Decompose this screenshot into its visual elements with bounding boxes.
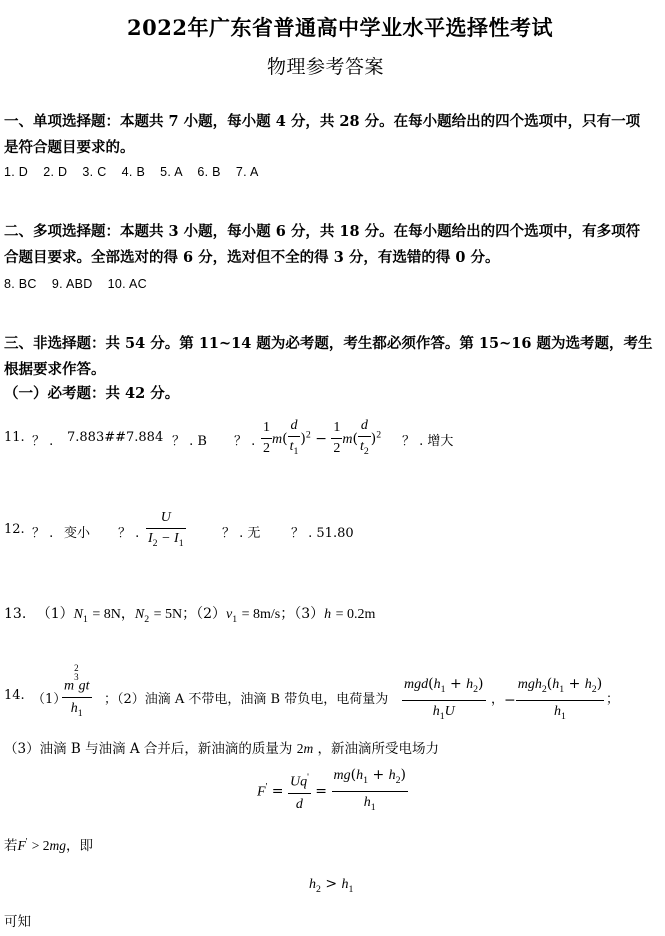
q13-part2: ；（2） bbox=[182, 606, 226, 622]
q14-part3-row bbox=[4, 737, 439, 757]
q14-number: 14. bbox=[4, 688, 25, 703]
q13-number: 13. bbox=[4, 606, 27, 622]
q12-mark4: ？ . 51.80 bbox=[291, 526, 354, 541]
q11-mark3: ？ . bbox=[234, 434, 256, 449]
q12-formula: $\frac{U}{I_2 - I_1}$ bbox=[148, 510, 184, 549]
q14-condition-row bbox=[4, 834, 93, 854]
q12-mark2: ？ . bbox=[118, 526, 140, 541]
q14-part7: 若 bbox=[4, 838, 18, 854]
q13-separator: ， bbox=[120, 606, 135, 622]
section1-answers: 1. D 2. D 3. C 4. B 5. A 6. B 7. A bbox=[4, 165, 259, 179]
q13-part1: （1） bbox=[36, 606, 74, 622]
q11-formula: $\frac{1}{2}$ m( $\frac{d}{t_1}$ )$^2$ − $\frac{1}{2}$ m( $\frac{d}{t_2}$ )$^2$ bbox=[263, 418, 382, 457]
q14-result-equation: $h_2 > h_1$ bbox=[309, 876, 354, 895]
q14-part1: （1） bbox=[32, 692, 67, 707]
section3-heading: 三、非选择题：共 54 分。第 11~14 题为必考题，考生都必须作答。第 15~16 题为选考题，考生根据要求作答。 bbox=[4, 335, 653, 378]
q14-part4: ； bbox=[606, 692, 620, 707]
q12-value1: 变小 bbox=[64, 526, 91, 541]
q13-formula-n2: $N_2 = 5N$ bbox=[134, 607, 183, 625]
page-subtitle: 物理参考答案 bbox=[267, 56, 385, 78]
q13-part3: ；（3） bbox=[280, 606, 325, 622]
q12-number: 12. bbox=[4, 522, 25, 537]
q14-part8: ，即 bbox=[66, 838, 93, 854]
q12-mark1: ？ . bbox=[32, 526, 54, 541]
section2-answers: 8. BC 9. ABD 10. AC bbox=[4, 277, 147, 291]
page-title: 2022年广东省普通高中学业水平选择性考试 bbox=[127, 15, 553, 40]
q12-mark3: ？ . 无 bbox=[222, 526, 261, 541]
q14-formula2: $\frac{mgd(h_1 + h_2)}{h_1U}$ bbox=[404, 676, 484, 722]
q11-value1: 7.883##7.884 bbox=[67, 430, 164, 445]
section3-subheading: （一）必考题：共 42 分。 bbox=[4, 385, 180, 402]
q11-mark4: ？ . 增大 bbox=[402, 434, 454, 449]
section2-heading: 二、多项选择题：本题共 3 小题，每小题 6 分，共 18 分。在每小题给出的四个选项中，有多项符合题目要求。全部选对的得 6 分，选对但不全的得 3 分，有选错的得 0 分。 bbox=[4, 223, 641, 266]
q14-part2: ；（2）油滴 A 不带电，油滴 B 带负电，电荷量为 bbox=[104, 692, 389, 707]
q14-force-equation: F' = $\frac{Uq'}{d}$ = $\frac{mg(h_1 + h_2)}{h_1}$ bbox=[257, 767, 407, 813]
q11-mark2: ？ . B bbox=[172, 434, 207, 449]
q14-conclusion: 可知 bbox=[4, 914, 31, 930]
q13-row bbox=[4, 603, 375, 625]
q13-formula-h: h = 0.2m bbox=[324, 607, 376, 622]
q14-formula3: − $\frac{mgh_2(h_1 + h_2)}{h_1}$ bbox=[504, 676, 603, 722]
q11-number: 11. bbox=[4, 430, 25, 445]
q14-part3: ， bbox=[491, 692, 505, 707]
q14-condition: F' > 2mg bbox=[17, 837, 66, 853]
q14-mass: 2m bbox=[296, 741, 314, 756]
q14-part5: （3）油滴 B 与油滴 A 合并后，新油滴的质量为 bbox=[4, 741, 293, 757]
q14-part6: ，新油滴所受电场力 bbox=[317, 741, 440, 757]
q14-formula1: $m^{2 3}gt$ $h_1$ bbox=[64, 663, 90, 719]
q13-formula-v1: $v_1 = 8m/s$ bbox=[226, 607, 281, 625]
q14-row bbox=[4, 663, 664, 728]
q13-formula-n1: $N_1 = 8N$ bbox=[73, 607, 121, 625]
q11-mark: ？ . bbox=[32, 434, 54, 449]
section1-heading: 一、单项选择题：本题共 7 小题，每小题 4 分，共 28 分。在每小题给出的四个选项中，只有一项是符合题目要求的。 bbox=[4, 113, 641, 156]
